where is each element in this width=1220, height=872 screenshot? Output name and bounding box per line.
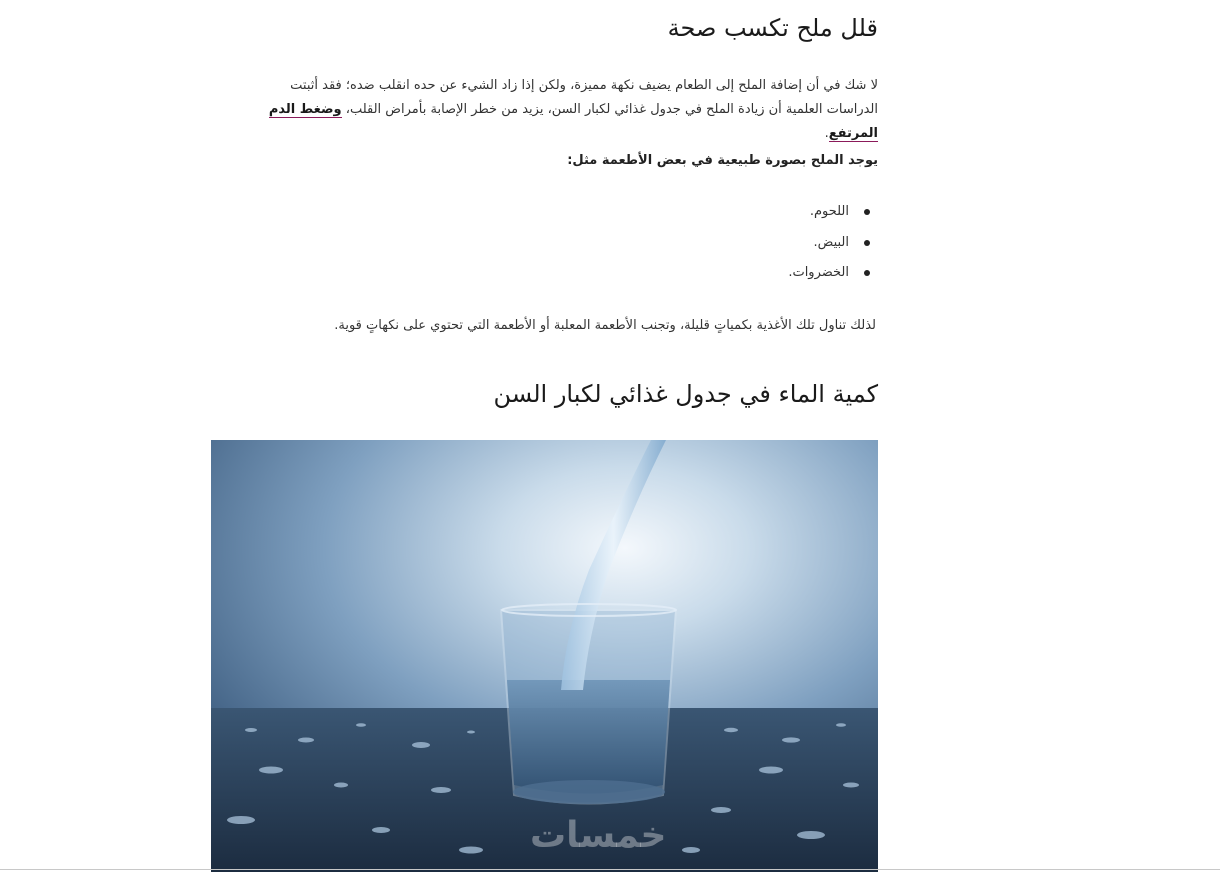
natural-salt-paragraph: يوجد الملح بصورة طبيعية في بعض الأطعمة مثل: [567,153,878,168]
site-watermark: خمسات [530,815,667,856]
list-item-label: اللحوم. [809,204,849,219]
intro-end: . [824,126,829,141]
list-item-label: الخضروات. [788,265,849,280]
bullet-icon [864,240,870,246]
list-item [678,231,878,262]
salt-heading: قلل ملح تكسب صحة [667,14,878,42]
bullet-icon [864,209,870,215]
water-heading: كمية الماء في جدول غذائي لكبار السن [493,380,878,408]
intro-paragraph [238,74,878,146]
foods-list [678,200,878,292]
water-glass-image [211,440,878,872]
list-item [678,261,878,292]
advice-paragraph: لذلك تناول تلك الأغذية بكمياتٍ قليلة، وتجنب الأطعمة المعلبة أو الأطعمة التي تحتوي على نكهاتٍ قوية. [334,318,876,333]
high-blood-pressure-link[interactable]: وضغط الدم المرتفع [268,102,878,141]
list-item-label: البيض. [813,234,849,250]
page-divider [0,869,1220,870]
bullet-icon [864,270,870,276]
intro-text: لا شك في أن إضافة الملح إلى الطعام يضيف نكهة مميزة، ولكن إذا زاد الشيء عن حده انقلب ضده؛ فقد أثبتت الدراسات العلمية أن زيادة الملح في جدول غذائي لكبار السن، يزيد من خطر الإصابة بأمراض القلب، [290,78,878,117]
list-item [678,200,878,231]
